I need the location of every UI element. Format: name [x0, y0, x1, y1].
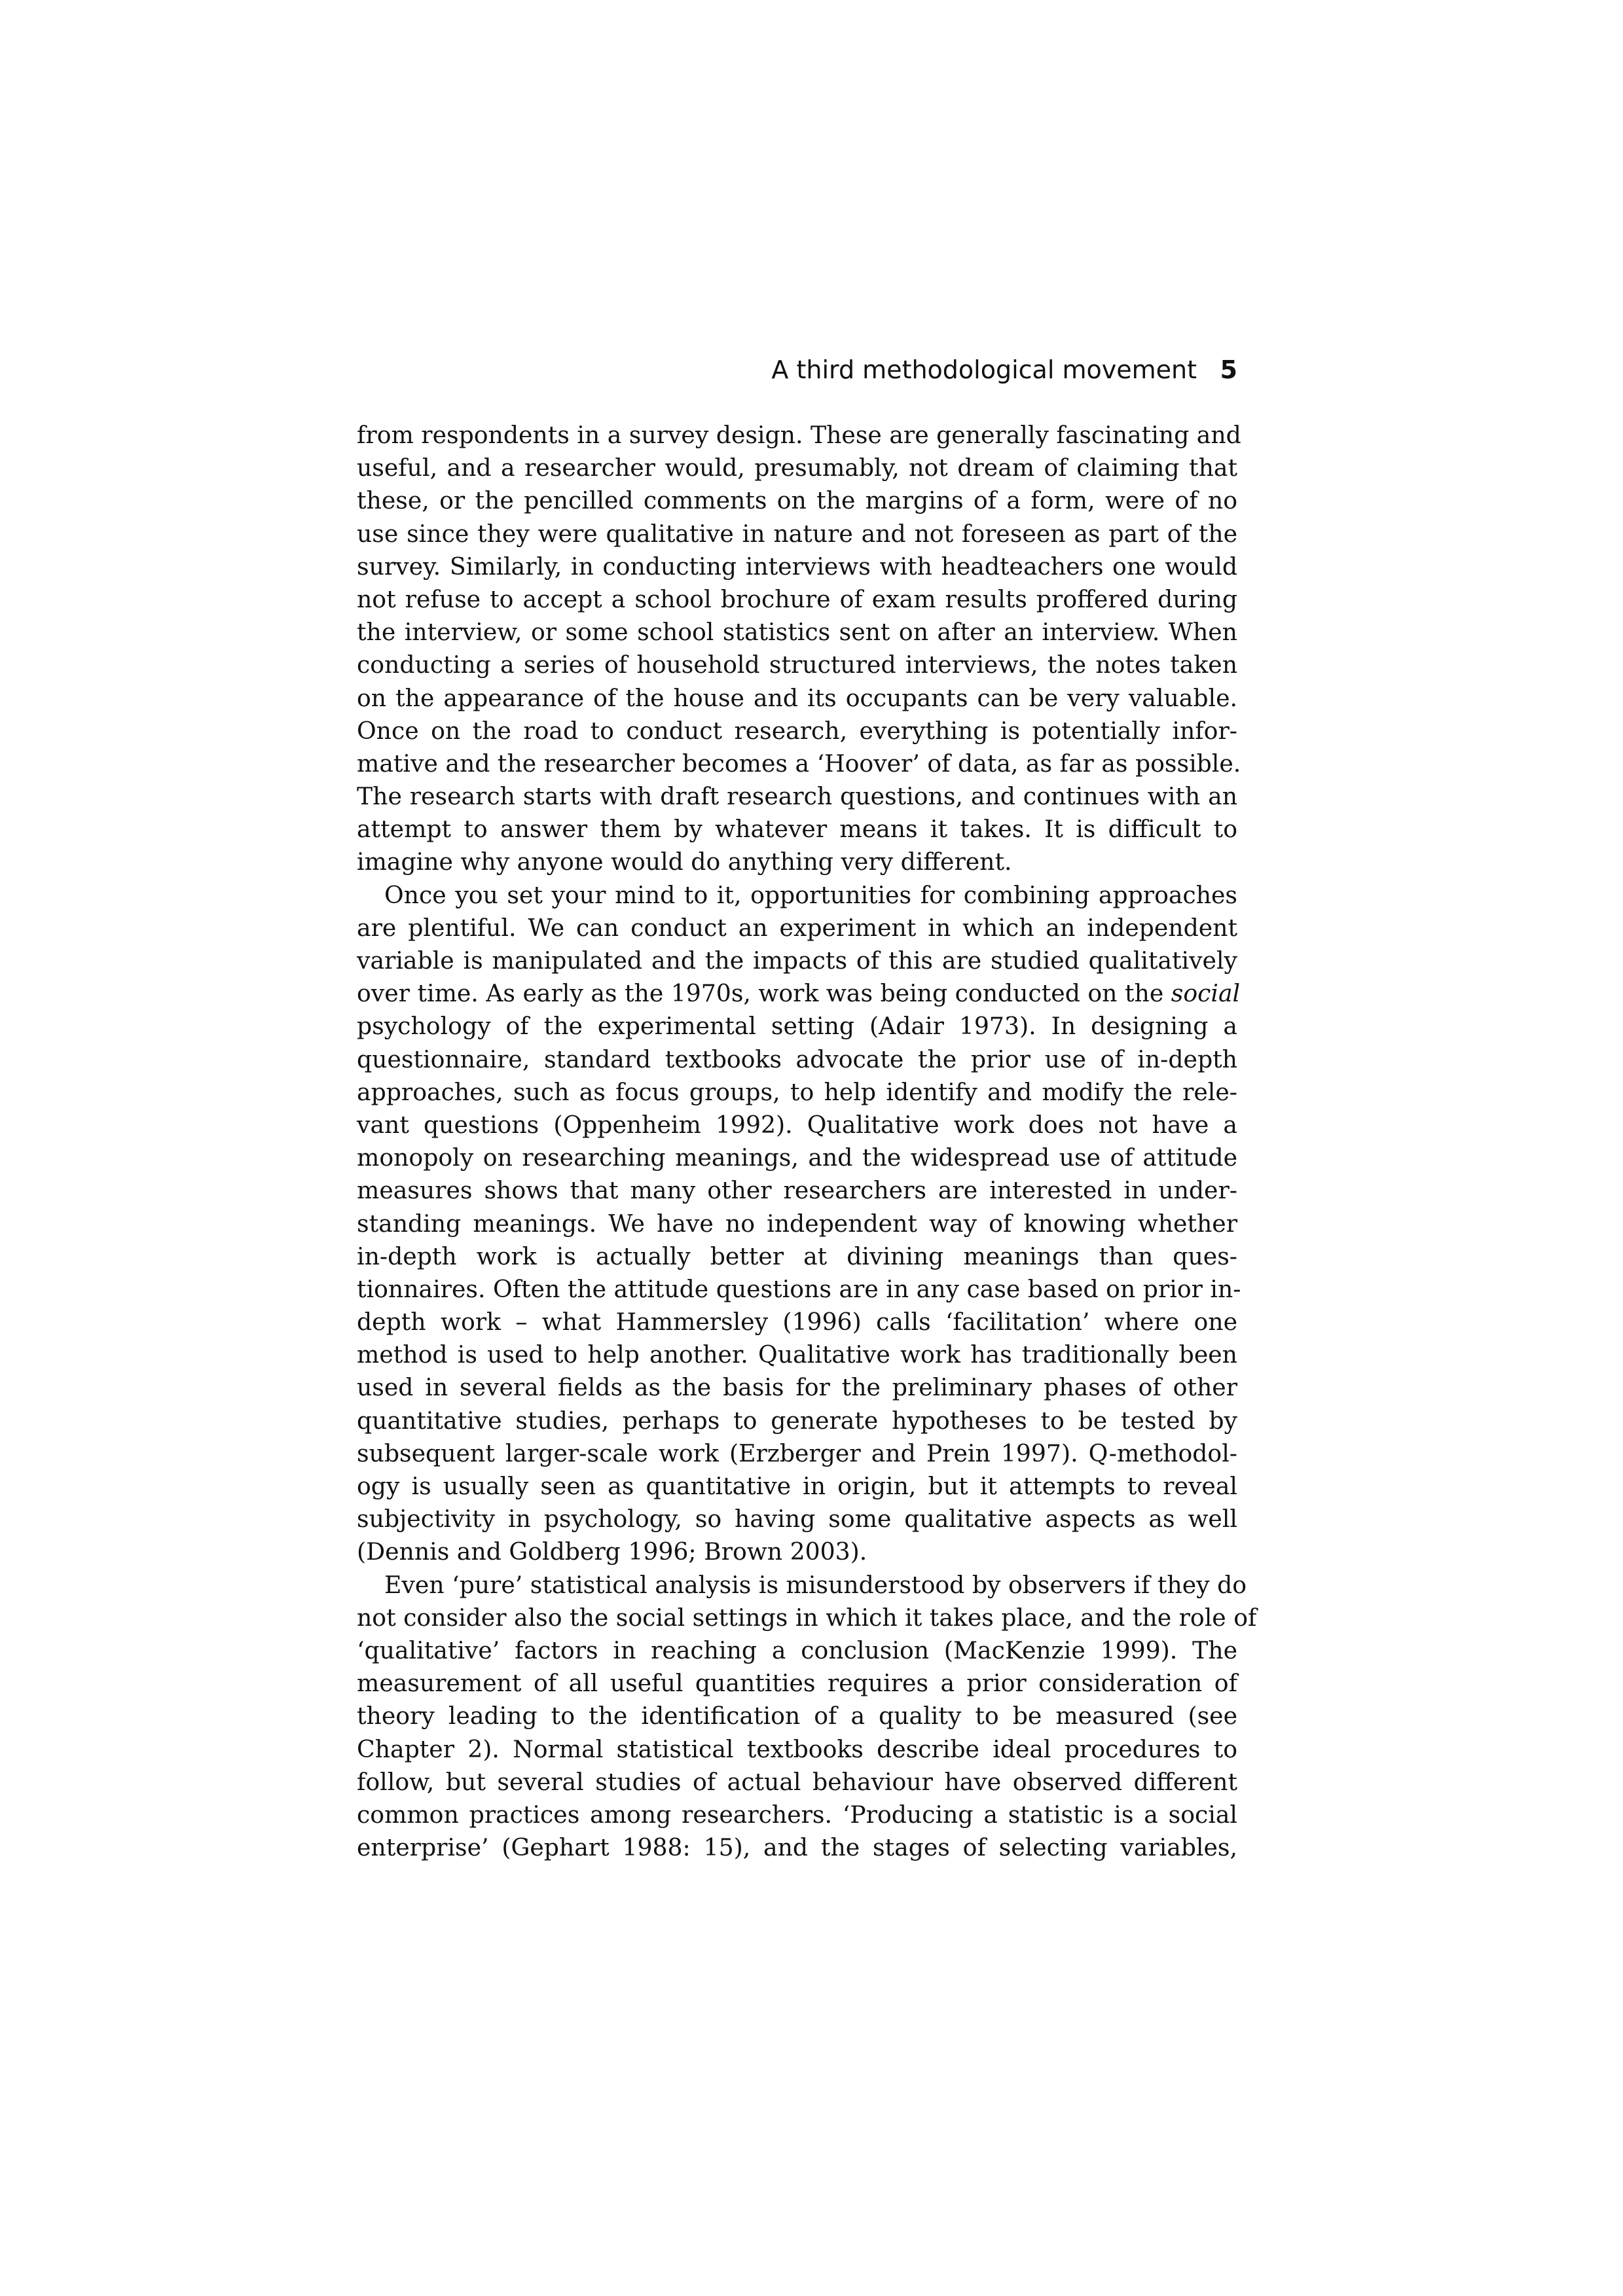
text-line: measurement of all useful quantities requires a prior consideration of	[357, 1669, 1237, 1698]
paragraph-3	[357, 1569, 1257, 1865]
running-head	[357, 350, 1237, 396]
text-line: tionnaires. Often the attitude questions are in any case based on prior in-	[357, 1274, 1241, 1303]
text-line: useful, and a researcher would, presumably, not dream of claiming that	[357, 454, 1237, 482]
text-line: psychology of the experimental setting (Adair 1973). In designing a	[357, 1012, 1237, 1041]
text-line: in-depth work is actually better at divining meanings than ques-	[357, 1242, 1237, 1270]
text-line: theory leading to the identification of a quality to be measured (see	[357, 1702, 1237, 1731]
text-line: Chapter 2). Normal statistical textbooks describe ideal procedures to	[357, 1734, 1237, 1763]
text-line: attempt to answer them by whatever means it takes. It is difficult to	[357, 815, 1237, 844]
text-line: common practices among researchers. ‘Producing a statistic is a social	[357, 1800, 1237, 1829]
text-line: monopoly on researching meanings, and the widespread use of attitude	[357, 1143, 1237, 1172]
text-line: mative and the researcher becomes a ‘Hoover’ of data, as far as possible.	[357, 749, 1241, 778]
text-line: depth work – what Hammersley (1996) calls ‘facilitation’ where one	[357, 1308, 1237, 1336]
text-line: from respondents in a survey design. These are generally fascinating and	[357, 421, 1241, 449]
text-line: on the appearance of the house and its occupants can be very valuable.	[357, 683, 1237, 712]
text-line: subjectivity in psychology, so having some qualitative aspects as well	[357, 1505, 1237, 1534]
paragraph-2	[357, 879, 1241, 1569]
text-line-with-italic	[357, 977, 1241, 1010]
text-line: ogy is usually seen as quantitative in origin, but it attempts to reveal	[357, 1472, 1237, 1500]
text-line: survey. Similarly, in conducting interviews with headteachers one would	[357, 552, 1237, 581]
text-line: vant questions (Oppenheim 1992). Qualitative work does not have a	[357, 1110, 1237, 1139]
text-line: ‘qualitative’ factors in reaching a conclusion (MacKenzie 1999). The	[357, 1636, 1237, 1664]
text-line: method is used to help another. Qualitative work has traditionally been	[357, 1340, 1237, 1369]
body-text	[357, 419, 1257, 1864]
text-line: are plentiful. We can conduct an experiment in which an independent	[357, 913, 1237, 942]
italic-word: social	[1171, 979, 1241, 1008]
text-line: imagine why anyone would do anything very different.	[357, 848, 1012, 876]
text-line: approaches, such as focus groups, to help identify and modify the rele-	[357, 1077, 1237, 1106]
text-line: Once on the road to conduct research, everything is potentially infor-	[357, 716, 1237, 745]
text-line: enterprise’ (Gephart 1988: 15), and the stages of selecting variables,	[357, 1833, 1237, 1862]
page-number: 5	[1220, 355, 1237, 384]
chapter-title: A third methodological movement	[771, 355, 1197, 384]
text-line: follow, but several studies of actual behaviour have observed different	[357, 1767, 1237, 1796]
text-line: the interview, or some school statistics sent on after an interview. When	[357, 618, 1237, 647]
text-line: (Dennis and Goldberg 1996; Brown 2003).	[357, 1537, 867, 1566]
text-line: questionnaire, standard textbooks advocate the prior use of in-depth	[357, 1045, 1237, 1073]
text-line: The research starts with draft research questions, and continues with an	[357, 782, 1237, 811]
text-span: over time. As early as the 1970s, work was being conducted on the	[357, 979, 1164, 1008]
paragraph-1	[357, 419, 1241, 879]
text-line: these, or the pencilled comments on the margins of a form, were of no	[357, 486, 1237, 515]
text-line: standing meanings. We have no independent way of knowing whether	[357, 1209, 1237, 1238]
text-line: Once you set your mind to it, opportunities for combining approaches	[384, 880, 1237, 909]
text-line: used in several fields as the basis for the preliminary phases of other	[357, 1373, 1237, 1402]
text-line: conducting a series of household structured interviews, the notes taken	[357, 651, 1237, 679]
text-line: subsequent larger-scale work (Erzberger and Prein 1997). Q-methodol-	[357, 1439, 1237, 1467]
text-line: measures shows that many other researchers are interested in under-	[357, 1176, 1237, 1205]
text-line: quantitative studies, perhaps to generate hypotheses to be tested by	[357, 1406, 1237, 1435]
text-line: use since they were qualitative in nature and not foreseen as part of the	[357, 519, 1237, 548]
text-line: not refuse to accept a school brochure of exam results proffered during	[357, 584, 1237, 613]
text-line: not consider also the social settings in which it takes place, and the role of	[357, 1603, 1257, 1632]
text-line: variable is manipulated and the impacts of this are studied qualitatively	[357, 946, 1237, 975]
text-line: Even ‘pure’ statistical analysis is misunderstood by observers if they do	[384, 1570, 1247, 1599]
